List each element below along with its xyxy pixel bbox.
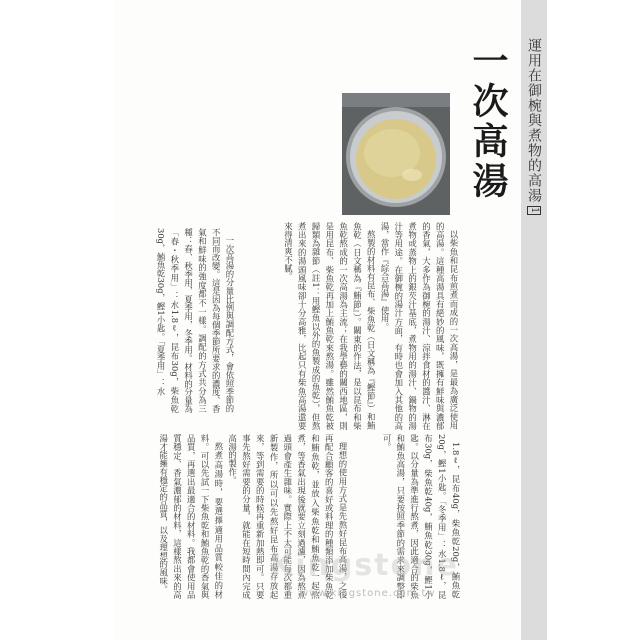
paragraph: 以柴魚和昆布煎煮而成的一次高湯，是最為廣泛使用的高湯。這種高湯具有絕妙的風味，既擁有鮮味與濃郁的香氣，大多作為御椀的湯汁、涼拌食材的醬汁、淋在煮物或蒸物上的銀芡汁基底，煮物用的湯汁、鍋物的湯汁等用途。在御椀的湯汁方面，有時也會加入其他的高湯，當作『綜合高湯』使用。 — [380, 222, 459, 430]
running-head-title: 運用在御椀與煮物的高湯 — [526, 38, 542, 203]
paragraph: 一次高湯的分量比例與調配方式，會依照季節的不同而改變。這是因為每個季節所要求的濃度、香氣和鮮味的強度都不一樣。調配的方式共分為三種：春、秋季用，夏季用，冬季用。材料的分量為「春・秋季用」：水1.8ℓ，昆布30g，柴魚乾30g，鮪魚乾30g，鰹1小匙。「夏季用」：水 — [156, 228, 235, 413]
paragraph: 熬煮高湯時，要選擇適用品質較佳的材料。可以先試一下柴魚乾和鮪魚乾的香氣與品質，再選出最適合的材料。我都會使用品質穩定、香氣濃郁的材料，這樣熬出來的高湯才能擁有穩定的品質，以及理想的風味。 — [158, 434, 224, 599]
paragraph: 理想的使用方式是先熬好昆布高湯，之後再配合顧客的喜好或料理的種類添加柴魚乾和鮪魚乾，並放入柴魚乾和鮪魚乾一起熬煮，等香氣出現後就要立刻過濾，因為熬煮過頭會產生雜味。實際上不太可能每次都重新製作，所以可以先熬好昆布高湯存放起來，等到需要的時候再重新加熱即可。只要事先熬好需要的分量，就能在短時間內完成高湯的製作。 — [227, 434, 348, 599]
text-block-lower — [128, 228, 236, 413]
page-title: 一次高湯 — [467, 42, 509, 202]
watermark-url: www.kingstone.com.tw — [300, 588, 436, 599]
watermark-logo: Kingstone — [270, 548, 459, 583]
running-head-number: 1 — [529, 207, 540, 215]
text-block-upper — [240, 222, 460, 430]
paragraph: 熬製的材料有昆布、柴魚乾（日文稱為『鰹節』）和鮪魚乾（日文稱為『鮪節』）。關東的作法，是以昆布和柴魚乾熬成的一次高湯為主流；在我學藝的關西地區，則是用昆布、柴魚乾再加上鮪魚乾來熬湯。雖然鮪魚乾被歸類為雜節（註1：用鰹魚以外的魚製成的魚乾），但熬煮出來的湯頭風味卻十分高雅，比起只有柴魚高湯還要來得清爽不膩。 — [283, 222, 377, 430]
running-head — [525, 38, 543, 215]
paragraph: 1.8ℓ，昆布40g，柴魚乾20g，鮪魚乾20g，鰹1小匙。「冬季用」：水1.8ℓ，昆布30g，柴魚乾40g，鮪魚乾30g，鰹1小匙。以分量為準進行熬煮，因此適合的柴魚和鮪魚高湯，只要按照季節的需求來調整即可。 — [382, 434, 461, 599]
broth-photo — [342, 93, 450, 215]
